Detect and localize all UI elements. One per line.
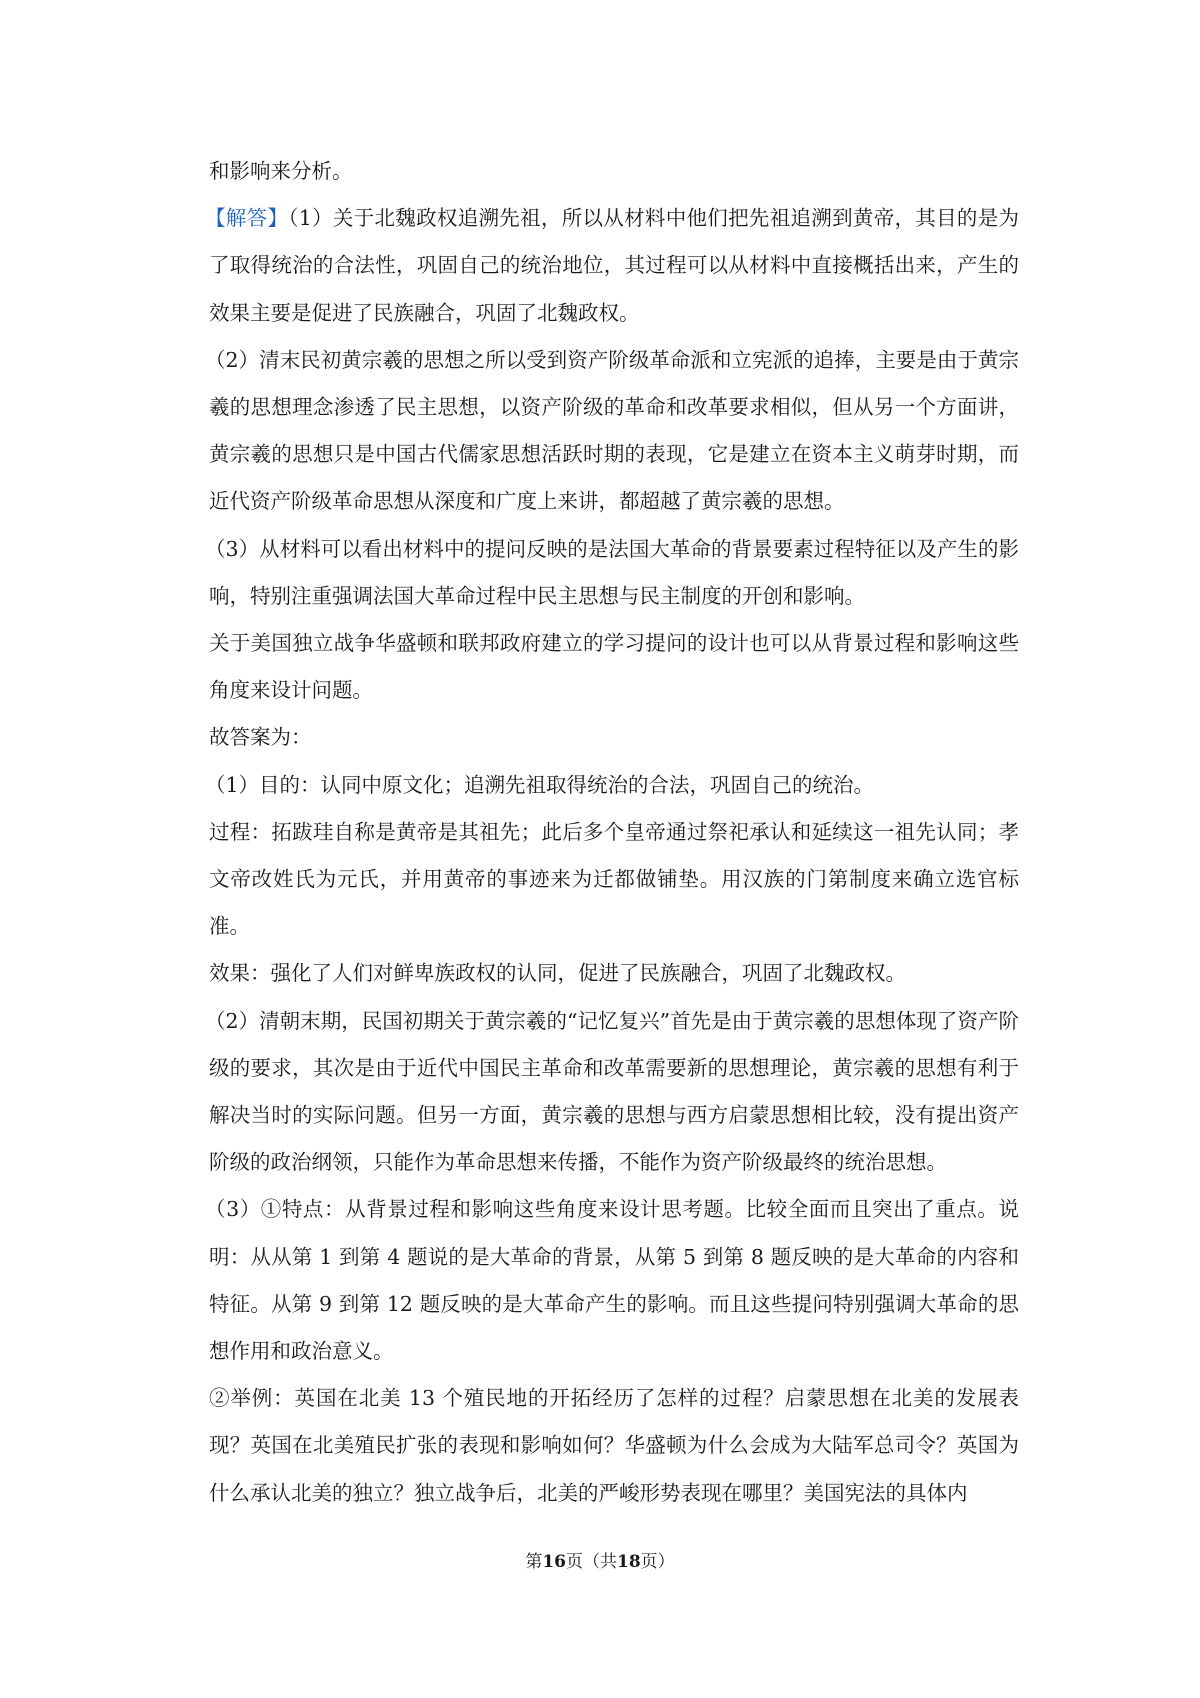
paragraph-answer-3 [205,526,1019,620]
paragraph-text: （1）目的：认同中原文化；追溯先祖取得统治的合法，巩固自己的统治。 [205,772,875,797]
paragraph-analysis-tail [209,148,1019,195]
paragraph-text: （3）从材料可以看出材料中的提问反映的是法国大革命的背景要素过程特征以及产生的影响，特别注重强调法国大革命过程中民主思想与民主制度的开创和影响。 [205,536,1019,608]
paragraph-answer-2 [205,337,1019,526]
paragraph-text: ②举例：英国在北美 13 个殖民地的开拓经历了怎样的过程？启蒙思想在北美的发展表现？英国在北美殖民扩张的表现和影响如何？华盛顿为什么会成为大陆军总司令？英国为什么承认北美的独立？独立战争后，北美的严峻形势表现在哪里？美国宪法的具体内 [209,1386,1019,1505]
footer-prefix: 第 [525,1552,543,1572]
paragraph-answer-2-final [205,998,1019,1187]
paragraph-effect [209,950,1019,997]
paragraph-text: 故答案为： [209,725,312,750]
footer-total-pages: 18 [617,1552,641,1572]
paragraph-text: 关于美国独立战争华盛顿和联邦政府建立的学习提问的设计也可以从背景过程和影响这些角度来设计问题。 [209,631,1019,703]
paragraph-text: （1）关于北魏政权追溯先祖，所以从材料中他们把先祖追溯到黄帝，其目的是为了取得统治的合法性，巩固自己的统治地位，其过程可以从材料中直接概括出来，产生的效果主要是促进了民族融合，巩固了北魏政权。 [209,206,1019,325]
paragraph-answer-1 [205,195,1019,337]
footer-current-page: 16 [542,1552,566,1572]
paragraph-text: 效果：强化了人们对鲜卑族政权的认同，促进了民族融合，巩固了北魏政权。 [209,961,906,986]
answer-tag: 【解答】 [205,206,289,231]
footer-suffix: 页） [640,1552,675,1572]
page-footer [0,1547,1200,1572]
paragraph-answer-3-final [205,1186,1019,1375]
paragraph-text: 过程：拓跋珪自称是黄帝是其祖先；此后多个皇帝通过祭祀承认和延续这一祖先认同；孝文帝改姓氏为元氏，并用黄帝的事迹来为迁都做铺垫。用汉族的门第制度来确立选官标准。 [209,819,1019,939]
paragraph-text: （3）①特点：从背景过程和影响这些角度来设计思考题。比较全面而且突出了重点。说明：从从第 1 到第 4 题说的是大革命的背景，从第 5 到第 8 题反映的是大革命的内容和特征。从第 9 到第 12 题反映的是大革命产生的影响。而且这些提问特别强调大革命的思想作用和政治意义。 [205,1197,1019,1364]
paragraph-purpose [205,762,1019,809]
paragraph-text: （2）清朝末期，民国初期关于黄宗羲的“记忆复兴”首先是由于黄宗羲的思想体现了资产阶级的要求，其次是由于近代中国民主革命和改革需要新的思想理论，黄宗羲的思想有利于解决当时的实际问题。但另一方面，黄宗羲的思想与西方启蒙思想相比较，没有提出资产阶级的政治纲领，只能作为革命思想来传播，不能作为资产阶级最终的统治思想。 [205,1008,1019,1175]
paragraph-process [209,809,1019,951]
paragraph-usa-design [209,620,1019,714]
document-body [205,148,1019,1517]
paragraph-text: （2）清末民初黄宗羲的思想之所以受到资产阶级革命派和立宪派的追捧，主要是由于黄宗羲的思想理念渗透了民主思想，以资产阶级的革命和改革要求相似，但从另一个方面讲，黄宗羲的思想只是中国古代儒家思想活跃时期的表现，它是建立在资本主义萌芽时期，而近代资产阶级革命思想从深度和广度上来讲，都超越了黄宗羲的思想。 [205,347,1019,514]
paragraph-example [209,1375,1019,1517]
footer-middle: 页（共 [566,1552,617,1572]
paragraph-answer-label [209,714,1019,761]
paragraph-text: 和影响来分析。 [209,159,353,183]
